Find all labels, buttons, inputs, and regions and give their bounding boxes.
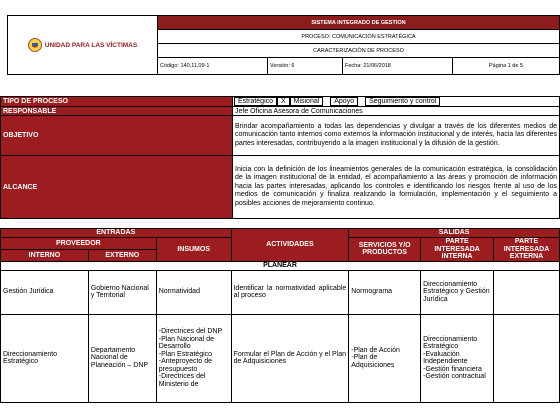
objetivo-label: OBJETIVO <box>1 116 233 156</box>
actividades-header: ACTIVIDADES <box>231 229 349 262</box>
process-info-table <box>0 96 560 219</box>
pi-externa-header: PARTE INTERESADA EXTERNA <box>494 238 560 262</box>
cell-actividades: Formular el Plan de Acción y el Plan de Adquisiciones <box>231 314 349 402</box>
table-row <box>1 270 560 314</box>
table-row <box>1 314 560 402</box>
process-characterization-table <box>0 228 560 403</box>
servicios-header: SERVICIOS Y/O PRODUCTOS <box>349 238 421 262</box>
cell-pi-externa <box>494 270 560 314</box>
cell-insumos: -Directrices del DNP -Plan Nacional de Desarrollo -Plan Estratégico -Anteproyecto de presupuesto -Directrices del Ministerio de <box>156 314 231 402</box>
cell-pi-interna: Direccionamiento Estratégico y Gestión Jurídica <box>421 270 494 314</box>
externo-header: EXTERNO <box>88 250 156 261</box>
cell-insumos: Normatividad <box>156 270 231 314</box>
coat-of-arms-icon <box>28 38 42 52</box>
responsable-label: RESPONSABLE <box>1 107 233 116</box>
document-header <box>7 15 560 75</box>
insumos-header: INSUMOS <box>156 238 231 262</box>
salidas-header: SALIDAS <box>349 229 560 238</box>
cell-externo: Departamento Nacional de Planeación – DNP <box>88 314 156 402</box>
alcance-text: Inicia con la definición de los lineamientos generales de la comunicación estratégica, la consolidación de la imagen institucional de la entidad, el acompañamiento a las áreas y promoción de información hacia las partes interesadas, aplicando los controles e identificando los riesgos frente al uso de los medios de comunicación y finaliza realizando la formulación, implementación y el seguimiento a posibles acciones de mejoramiento continuo. <box>233 156 560 219</box>
pi-interna-header: PARTE INTERESADA INTERNA <box>421 238 494 262</box>
cell-servicios: -Plan de Acción -Plan de Adquisiciones <box>349 314 421 402</box>
system-title: SISTEMA INTEGRADO DE GESTION <box>158 16 560 30</box>
document-title: CARACTERIZACIÓN DE PROCESO <box>158 44 560 58</box>
objetivo-text: Brindar acompañamiento a todas las dependencias y divulgar a través de los diferentes medios de comunicación tanto internos como externos la información institucional y de interés, hacia las diferentes partes interesadas, contribuyendo a la imagen institucional y la difusión de la gestión. <box>233 116 560 156</box>
option-seguimiento: Seguimiento y control <box>365 97 440 106</box>
logo-cell <box>8 16 158 75</box>
responsable-value: Jefe Oficina Asesora de Comunicaciones <box>233 107 560 116</box>
cell-interno: Gestión Jurídica <box>1 270 89 314</box>
doc-version: Versión: 6 <box>268 58 343 75</box>
doc-page: Página 1 de 5 <box>453 58 560 75</box>
proveedor-header: PROVEEDOR <box>1 238 157 250</box>
tipo-proceso-options <box>233 97 560 107</box>
cell-pi-externa <box>494 314 560 402</box>
doc-date: Fecha: 21/06/2018 <box>343 58 453 75</box>
interno-header: INTERNO <box>1 250 89 261</box>
cell-pi-interna: Direccionamiento Estratégico -Evaluación Independiente -Gestión financiera -Gestión contractual <box>421 314 494 402</box>
option-apoyo: Apoyo <box>330 97 358 106</box>
option-misional: Misional <box>290 97 324 106</box>
cell-servicios: Normograma <box>349 270 421 314</box>
doc-code: Código: 140,11,09-1 <box>158 58 268 75</box>
cell-externo: Gobierno Nacional y Territorial <box>88 270 156 314</box>
process-name: PROCESO: COMUNICACIÓN ESTRATÉGICA <box>158 30 560 44</box>
cell-actividades: Identificar la normatividad aplicable al proceso <box>231 270 349 314</box>
tipo-proceso-label: TIPO DE PROCESO <box>1 97 233 107</box>
entradas-header: ENTRADAS <box>1 229 232 238</box>
planear-section: PLANEAR <box>1 261 560 270</box>
cell-interno: Direccionamiento Estratégico <box>1 314 89 402</box>
alcance-label: ALCANCE <box>1 156 233 219</box>
logo-text: UNIDAD PARA LAS VÍCTIMAS <box>44 41 138 49</box>
option-estrategico: Estratégico <box>234 97 277 106</box>
option-mark: X <box>277 97 290 106</box>
